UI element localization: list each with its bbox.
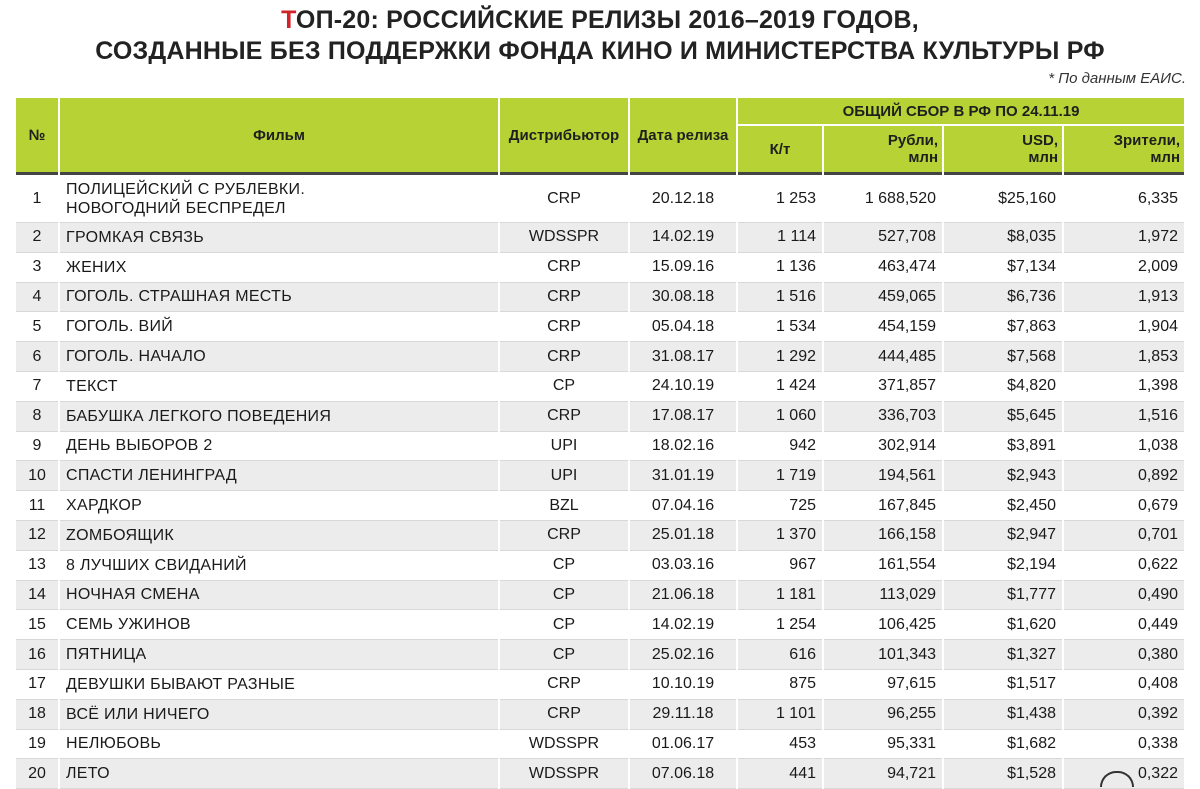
cell-kt: 967: [738, 551, 822, 581]
cell-release-date: 24.10.19: [630, 372, 736, 402]
film-title-line1: 8 ЛУЧШИХ СВИДАНИЙ: [66, 556, 247, 574]
cell-usd: $2,450: [944, 491, 1062, 521]
cell-film: [60, 432, 498, 462]
cell-num: 13: [16, 551, 58, 581]
cell-release-date: 21.06.18: [630, 581, 736, 611]
film-title-line1: ПЯТНИЦА: [66, 646, 147, 664]
cell-film: [60, 670, 498, 700]
cell-distributor: UPI: [500, 461, 628, 491]
film-title-line1: СПАСТИ ЛЕНИНГРАД: [66, 467, 238, 485]
cell-viewers: 0,408: [1064, 670, 1184, 700]
cell-usd: $8,035: [944, 223, 1062, 253]
cell-release-date: 17.08.17: [630, 402, 736, 432]
cell-usd: $6,736: [944, 283, 1062, 313]
cell-distributor: WDSSPR: [500, 759, 628, 789]
cell-kt: 441: [738, 759, 822, 789]
cell-usd: $2,947: [944, 521, 1062, 551]
cell-release-date: 03.03.16: [630, 551, 736, 581]
cell-film: [60, 312, 498, 342]
header-viewers-line1: Зрители,: [1113, 132, 1180, 149]
cell-usd: $1,327: [944, 640, 1062, 670]
cell-film: [60, 172, 498, 223]
cell-rub: 97,615: [824, 670, 942, 700]
cell-kt: 875: [738, 670, 822, 700]
cell-release-date: 31.08.17: [630, 342, 736, 372]
film-title-line1: СЕМЬ УЖИНОВ: [66, 616, 191, 634]
cell-film: [60, 610, 498, 640]
film-title-line1: ДЕВУШКИ БЫВАЮТ РАЗНЫЕ: [66, 675, 296, 693]
title-accent-letter: Т: [281, 6, 296, 34]
cell-rub: 94,721: [824, 759, 942, 789]
cell-distributor: BZL: [500, 491, 628, 521]
table-row: [16, 372, 1184, 402]
cell-usd: $7,134: [944, 253, 1062, 283]
header-rub: [824, 126, 942, 172]
cell-film: [60, 551, 498, 581]
cell-num: 12: [16, 521, 58, 551]
cell-release-date: 20.12.18: [630, 172, 736, 223]
cell-distributor: WDSSPR: [500, 730, 628, 760]
header-film: Фильм: [60, 98, 498, 172]
cell-num: 3: [16, 253, 58, 283]
cell-film: [60, 342, 498, 372]
film-title-line1: ЖЕНИХ: [66, 258, 127, 276]
cell-release-date: 25.01.18: [630, 521, 736, 551]
cell-viewers: 1,913: [1064, 283, 1184, 313]
table-row: [16, 670, 1184, 700]
table-row: [16, 581, 1184, 611]
cell-release-date: 31.01.19: [630, 461, 736, 491]
cell-num: 15: [16, 610, 58, 640]
cell-rub: 161,554: [824, 551, 942, 581]
cell-num: 17: [16, 670, 58, 700]
cell-film: [60, 372, 498, 402]
cell-rub: 444,485: [824, 342, 942, 372]
film-title-line1: ТЕКСТ: [66, 377, 118, 395]
cell-rub: 194,561: [824, 461, 942, 491]
cell-release-date: 14.02.19: [630, 610, 736, 640]
cell-kt: 725: [738, 491, 822, 521]
table-row: [16, 610, 1184, 640]
cell-release-date: 14.02.19: [630, 223, 736, 253]
cell-film: [60, 283, 498, 313]
cell-viewers: 0,490: [1064, 581, 1184, 611]
film-title-line1: ГРОМКАЯ СВЯЗЬ: [66, 228, 205, 246]
cell-viewers: 0,892: [1064, 461, 1184, 491]
cell-distributor: CRP: [500, 342, 628, 372]
cell-num: 10: [16, 461, 58, 491]
film-title-line1: БАБУШКА ЛЕГКОГО ПОВЕДЕНИЯ: [66, 407, 332, 425]
cell-usd: $1,528: [944, 759, 1062, 789]
cell-kt: 1 370: [738, 521, 822, 551]
cell-viewers: 1,398: [1064, 372, 1184, 402]
film-title-line1: НОЧНАЯ СМЕНА: [66, 586, 200, 604]
cell-rub: 95,331: [824, 730, 942, 760]
header-viewers-line2: млн: [1150, 149, 1180, 166]
header-rub-line2: млн: [908, 149, 938, 166]
film-title-line1: ГОГОЛЬ. ВИЙ: [66, 318, 174, 336]
cell-kt: 1 101: [738, 700, 822, 730]
cell-distributor: CP: [500, 640, 628, 670]
cell-usd: $1,438: [944, 700, 1062, 730]
cell-kt: 1 424: [738, 372, 822, 402]
film-title-line1: ГОГОЛЬ. СТРАШНАЯ МЕСТЬ: [66, 288, 292, 306]
film-title-line2: НОВОГОДНИЙ БЕСПРЕДЕЛ: [66, 199, 286, 217]
cell-distributor: CRP: [500, 253, 628, 283]
table-row: [16, 730, 1184, 760]
table-row: [16, 312, 1184, 342]
cell-release-date: 30.08.18: [630, 283, 736, 313]
film-title-line1: ДЕНЬ ВЫБОРОВ 2: [66, 437, 213, 455]
cell-film: [60, 581, 498, 611]
film-title-line1: ZОМБОЯЩИК: [66, 526, 175, 544]
cell-rub: 101,343: [824, 640, 942, 670]
table-row: [16, 432, 1184, 462]
cell-rub: 302,914: [824, 432, 942, 462]
cell-film: [60, 461, 498, 491]
cell-film: [60, 402, 498, 432]
cell-distributor: CP: [500, 581, 628, 611]
cell-num: 20: [16, 759, 58, 789]
cell-rub: 1 688,520: [824, 172, 942, 223]
cell-distributor: CP: [500, 551, 628, 581]
header-kt: К/т: [738, 126, 822, 172]
cell-usd: $1,620: [944, 610, 1062, 640]
title-line-2: СОЗДАННЫЕ БЕЗ ПОДДЕРЖКИ ФОНДА КИНО И МИНИСТЕРСТВА КУЛЬТУРЫ РФ: [95, 37, 1105, 65]
header-distributor: Дистрибьютор: [500, 98, 628, 172]
table-row: [16, 759, 1184, 789]
cell-num: 18: [16, 700, 58, 730]
box-office-table: [14, 98, 1186, 789]
cell-rub: 166,158: [824, 521, 942, 551]
cell-kt: 1 534: [738, 312, 822, 342]
page-title: [0, 0, 1200, 67]
cell-usd: $1,682: [944, 730, 1062, 760]
cell-usd: $25,160: [944, 172, 1062, 223]
cell-num: 1: [16, 172, 58, 223]
cell-viewers: 0,380: [1064, 640, 1184, 670]
cell-viewers: 1,038: [1064, 432, 1184, 462]
cell-usd: $1,777: [944, 581, 1062, 611]
table-row: [16, 551, 1184, 581]
cell-viewers: 0,392: [1064, 700, 1184, 730]
cell-rub: 463,474: [824, 253, 942, 283]
cell-viewers: 2,009: [1064, 253, 1184, 283]
cell-film: [60, 759, 498, 789]
cell-viewers: 1,516: [1064, 402, 1184, 432]
header-num: №: [16, 98, 58, 172]
table-row: [16, 172, 1184, 223]
cell-usd: $7,568: [944, 342, 1062, 372]
cell-num: 7: [16, 372, 58, 402]
header-usd: [944, 126, 1062, 172]
cell-viewers: 1,904: [1064, 312, 1184, 342]
cell-kt: 1 181: [738, 581, 822, 611]
cell-rub: 336,703: [824, 402, 942, 432]
table-row: [16, 283, 1184, 313]
cell-num: 2: [16, 223, 58, 253]
cell-release-date: 18.02.16: [630, 432, 736, 462]
cell-film: [60, 730, 498, 760]
cell-film: [60, 491, 498, 521]
film-title-line1: ХАРДКОР: [66, 497, 143, 515]
cell-num: 14: [16, 581, 58, 611]
cell-distributor: CRP: [500, 402, 628, 432]
cell-rub: 371,857: [824, 372, 942, 402]
cell-usd: $3,891: [944, 432, 1062, 462]
film-title-line1: ВСЁ ИЛИ НИЧЕГО: [66, 705, 210, 723]
table-row: [16, 491, 1184, 521]
cell-release-date: 07.06.18: [630, 759, 736, 789]
table-row: [16, 223, 1184, 253]
cell-usd: $4,820: [944, 372, 1062, 402]
table-row: [16, 640, 1184, 670]
title-line-1: [0, 5, 1200, 36]
cell-num: 19: [16, 730, 58, 760]
cell-viewers: 0,449: [1064, 610, 1184, 640]
header-usd-line1: USD,: [1022, 132, 1058, 149]
cell-kt: 453: [738, 730, 822, 760]
cell-release-date: 15.09.16: [630, 253, 736, 283]
table-row: [16, 700, 1184, 730]
cell-kt: 1 254: [738, 610, 822, 640]
cell-viewers: 0,679: [1064, 491, 1184, 521]
cell-usd: $5,645: [944, 402, 1062, 432]
cell-distributor: CRP: [500, 172, 628, 223]
cell-rub: 113,029: [824, 581, 942, 611]
cell-distributor: WDSSPR: [500, 223, 628, 253]
cell-viewers: 0,622: [1064, 551, 1184, 581]
cell-distributor: CRP: [500, 700, 628, 730]
cell-distributor: CRP: [500, 521, 628, 551]
cell-rub: 167,845: [824, 491, 942, 521]
cell-film: [60, 253, 498, 283]
film-title-line1: НЕЛЮБОВЬ: [66, 735, 162, 753]
header-box-office-group: ОБЩИЙ СБОР В РФ ПО 24.11.19: [738, 98, 1184, 126]
cell-film: [60, 700, 498, 730]
cell-kt: 942: [738, 432, 822, 462]
header-rub-line1: Рубли,: [887, 132, 938, 149]
cell-num: 4: [16, 283, 58, 313]
cell-release-date: 10.10.19: [630, 670, 736, 700]
cell-rub: 106,425: [824, 610, 942, 640]
cell-release-date: 05.04.18: [630, 312, 736, 342]
cell-usd: $2,194: [944, 551, 1062, 581]
cell-viewers: 1,853: [1064, 342, 1184, 372]
title-line-1-text: ОП-20: РОССИЙСКИЕ РЕЛИЗЫ 2016–2019 ГОДОВ,: [295, 6, 919, 34]
cell-distributor: CP: [500, 372, 628, 402]
cell-kt: 1 516: [738, 283, 822, 313]
cell-rub: 527,708: [824, 223, 942, 253]
cell-num: 6: [16, 342, 58, 372]
table-body: [16, 172, 1184, 789]
cell-viewers: 0,338: [1064, 730, 1184, 760]
cell-distributor: CRP: [500, 312, 628, 342]
film-title-line1: ГОГОЛЬ. НАЧАЛО: [66, 348, 206, 366]
cell-num: 11: [16, 491, 58, 521]
cell-usd: $2,943: [944, 461, 1062, 491]
table-row: [16, 402, 1184, 432]
cell-kt: 1 253: [738, 172, 822, 223]
cell-rub: 459,065: [824, 283, 942, 313]
header-viewers: [1064, 126, 1184, 172]
cell-film: [60, 640, 498, 670]
cell-film: [60, 521, 498, 551]
cell-release-date: 25.02.16: [630, 640, 736, 670]
cell-release-date: 29.11.18: [630, 700, 736, 730]
cell-kt: 1 114: [738, 223, 822, 253]
table-row: [16, 253, 1184, 283]
cell-kt: 1 060: [738, 402, 822, 432]
film-title-line1: ПОЛИЦЕЙСКИЙ С РУБЛЕВКИ.: [66, 180, 306, 198]
film-title-line1: ЛЕТО: [66, 765, 110, 783]
cell-rub: 454,159: [824, 312, 942, 342]
source-note: * По данным ЕАИС.: [1048, 70, 1186, 87]
cell-usd: $1,517: [944, 670, 1062, 700]
table-row: [16, 461, 1184, 491]
cell-release-date: 01.06.17: [630, 730, 736, 760]
cell-rub: 96,255: [824, 700, 942, 730]
cell-film: [60, 223, 498, 253]
cell-kt: 1 719: [738, 461, 822, 491]
cell-release-date: 07.04.16: [630, 491, 736, 521]
cell-num: 9: [16, 432, 58, 462]
cell-viewers: 1,972: [1064, 223, 1184, 253]
table-row: [16, 521, 1184, 551]
cell-kt: 616: [738, 640, 822, 670]
cell-distributor: UPI: [500, 432, 628, 462]
cell-num: 16: [16, 640, 58, 670]
header-usd-line2: млн: [1028, 149, 1058, 166]
cell-num: 8: [16, 402, 58, 432]
table-row: [16, 342, 1184, 372]
cell-distributor: CRP: [500, 283, 628, 313]
cell-distributor: CP: [500, 610, 628, 640]
cell-num: 5: [16, 312, 58, 342]
cell-viewers: 0,322: [1064, 759, 1184, 789]
cell-viewers: 6,335: [1064, 172, 1184, 223]
cell-distributor: CRP: [500, 670, 628, 700]
cell-kt: 1 292: [738, 342, 822, 372]
cell-viewers: 0,701: [1064, 521, 1184, 551]
cell-usd: $7,863: [944, 312, 1062, 342]
cell-kt: 1 136: [738, 253, 822, 283]
header-release-date: Дата релиза: [630, 98, 736, 172]
